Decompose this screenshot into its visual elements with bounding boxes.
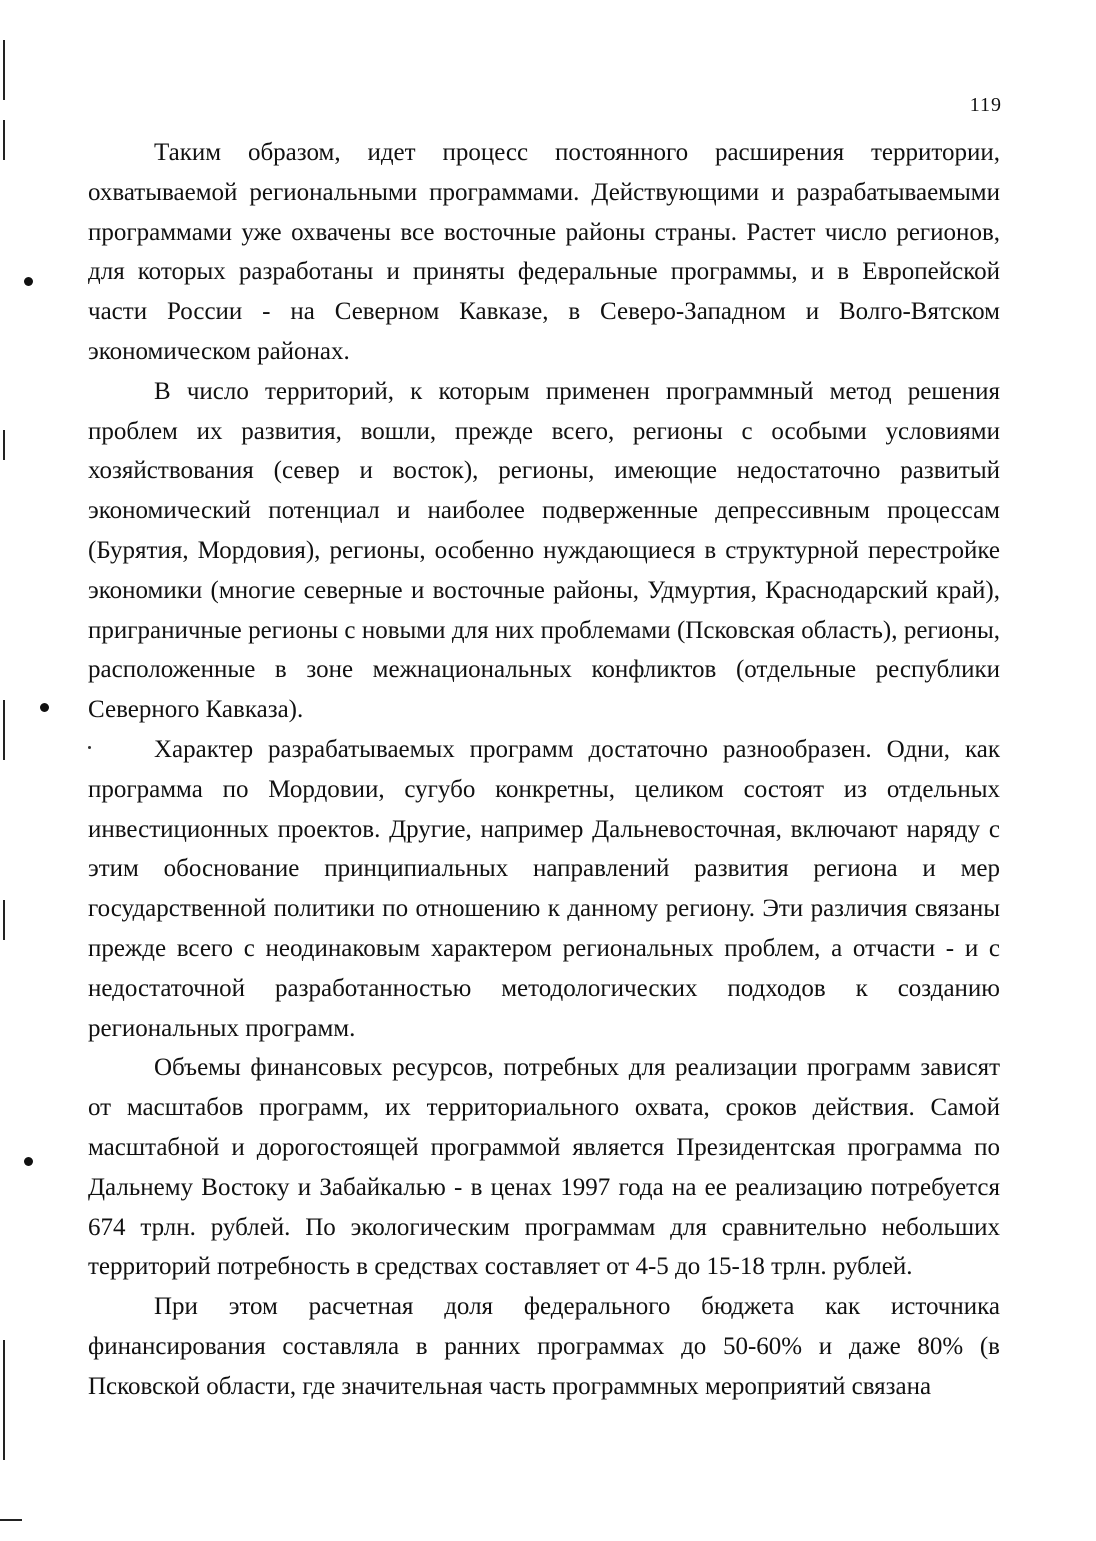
scan-edge-line (3, 1340, 5, 1460)
page-number: 119 (969, 94, 1002, 116)
paragraph: При этом расчетная доля федерального бюджета как источника финансирования составляла в ранних программах до 50-60% и даже 80% (в Псковской области, где значительная часть программных мероприятий связана (88, 1293, 1000, 1400)
text-body (88, 133, 1000, 1407)
binding-hole-mark (24, 1157, 33, 1166)
scan-edge-line (3, 900, 5, 940)
paragraph: Таким образом, идет процесс постоянного расширения территории, охватываемой региональными программами. Действующими и разрабатываемыми программами уже охвачены все восточные районы страны. Растет число регионов, для которых разработаны и приняты федеральные программы, и в Европейской части России - на Северном Кавказе, в Северо-Западном и Волго-Вятском экономическом районах. (88, 139, 1000, 365)
paragraph: В число территорий, к которым применен программный метод решения проблем их развития, вошли, прежде всего, регионы с особыми условиями хозяйствования (север и восток), регионы, имеющие недостаточно развитый экономический потенциал и наиболее подверженные депрессивным процессам (Бурятия, Мордовия), регионы, особенно нуждающиеся в структурной перестройке экономики (многие северные и восточные районы, Удмуртия, Краснодарский край), приграничные регионы с новыми для них проблемами (Псковская область), регионы, расположенные в зоне межнациональных конфликтов (отдельные республики Северного Кавказа). (88, 377, 1000, 724)
scan-edge-line (3, 430, 5, 460)
scan-edge-line (3, 700, 5, 760)
scan-edge-line (3, 120, 5, 160)
paragraph: Характер разрабатываемых программ достаточно разнообразен. Одни, как программа по Мордовии, сугубо конкретны, целиком состоят из отдельных инвестиционных проектов. Другие, например Дальневосточная, включают наряду с этим обоснование принципиальных направлений развития региона и мер государственной политики по отношению к данному региону. Эти различия связаны прежде всего с неодинаковым характером региональных проблем, а отчасти - и с недостаточной разработанностью методологических подходов к созданию региональных программ. (88, 735, 1000, 1042)
scan-edge-line (0, 1519, 22, 1521)
paragraph: Объемы финансовых ресурсов, потребных для реализации программ зависят от масштабов программ, их территориального охвата, сроков действия. Самой масштабной и дорогостоящей программой является Президентская программа по Дальнему Востоку и Забайкалью - в ценах 1997 года на ее реализацию потребуется 674 трлн. рублей. По экологическим программам для сравнительно небольших территорий потребность в средствах составляет от 4-5 до 15-18 трлн. рублей. (88, 1054, 1000, 1281)
scan-edge-line (3, 40, 5, 100)
binding-hole-mark (24, 277, 33, 286)
binding-hole-mark (40, 703, 49, 712)
